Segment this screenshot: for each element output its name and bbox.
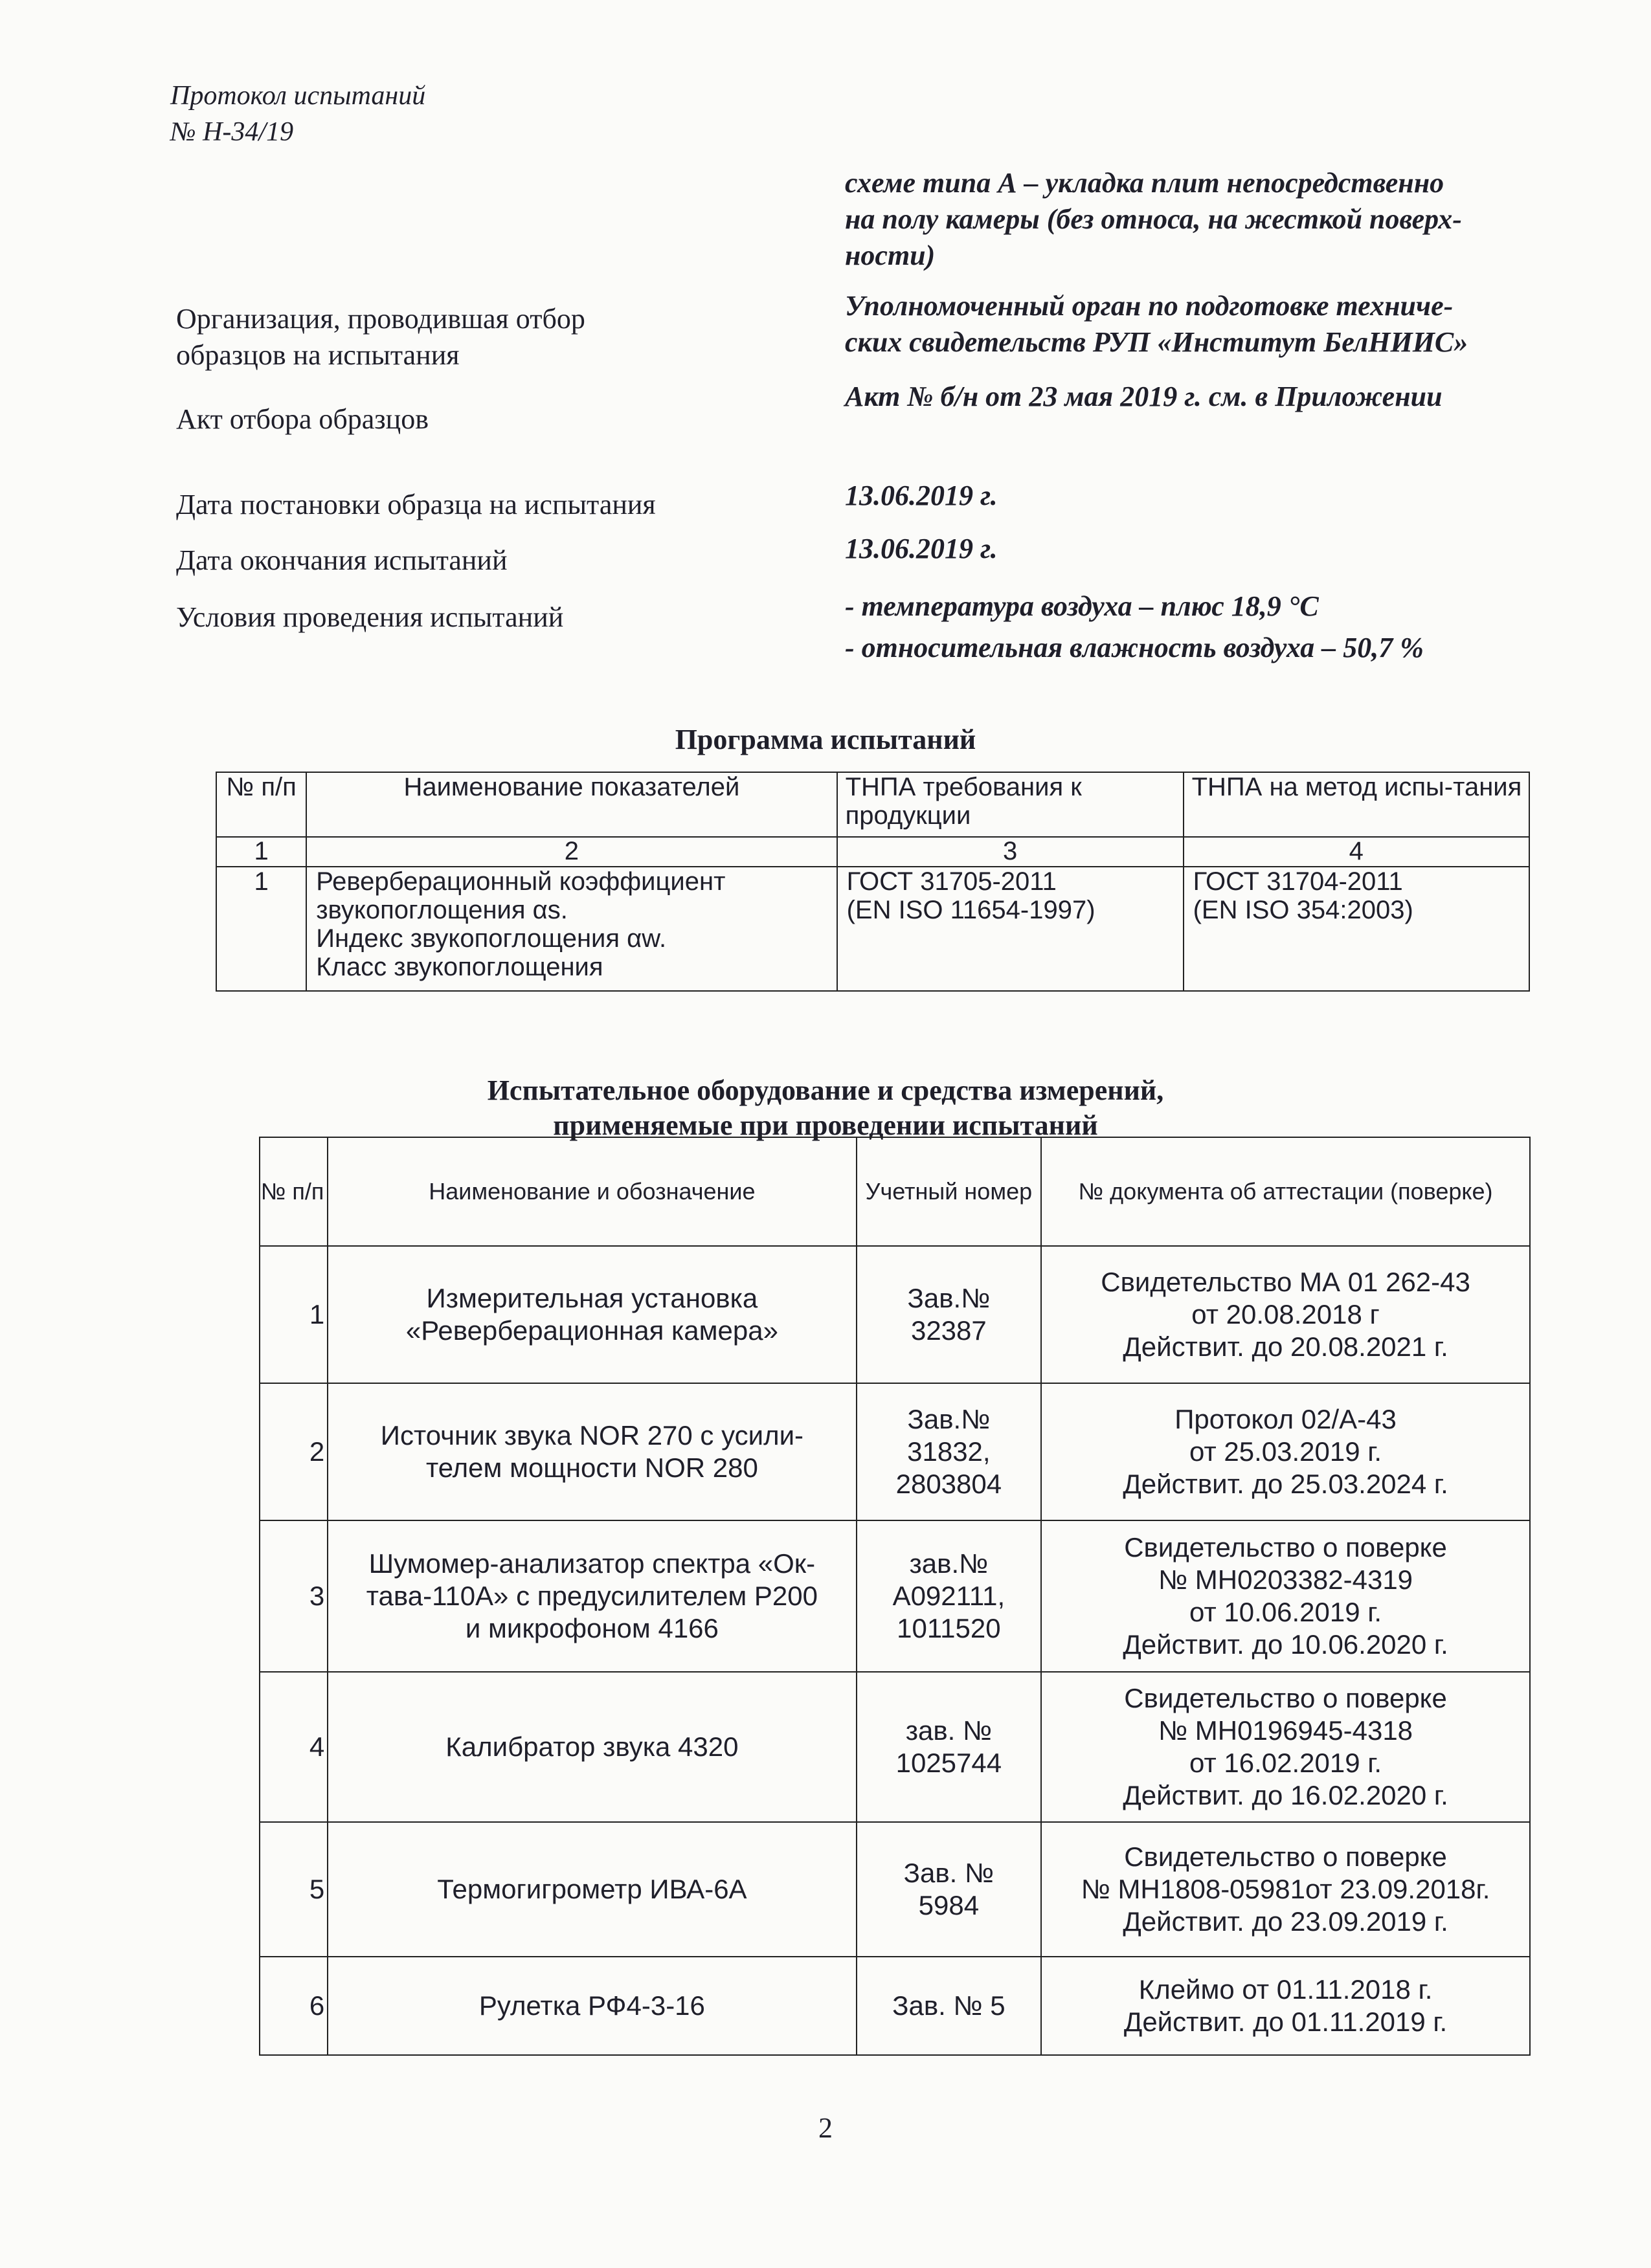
table-row (260, 1520, 1530, 1672)
table-row (260, 1672, 1530, 1822)
equipment-header-num: № п/п (260, 1137, 328, 1246)
organization-value: Уполномоченный орган по подготовке техниче- ских свидетельств РУП «Институт БелНИИС» (845, 290, 1468, 358)
end-date-value: 13.06.2019 г. (845, 533, 998, 564)
equipment-header-row (260, 1137, 1530, 1246)
col-number: 3 (837, 837, 1184, 867)
account-number-cell: Зав. № 5 (857, 1957, 1042, 2055)
equipment-title: Испытательное оборудование и средства измерений, применяемые при проведении испытаний (487, 1074, 1164, 1141)
table-row (216, 867, 1529, 991)
act-label: Акт отбора образцов (176, 403, 429, 435)
header-number: № Н-34/19 (170, 117, 294, 147)
table-row (260, 1957, 1530, 2055)
col-number: 2 (306, 837, 837, 867)
equipment-name-cell: Калибратор звука 4320 (328, 1672, 856, 1822)
certificate-cell: Свидетельство о поверке № МН1808-05981от 23.09.2018г. Действит. до 23.09.2019 г. (1041, 1822, 1530, 1957)
product-req-cell: ГОСТ 31705-2011 (EN ISO 11654-1997) (837, 867, 1184, 991)
account-number-cell: Зав.№ 32387 (857, 1246, 1042, 1383)
act-value: Акт № б/н от 23 мая 2019 г. см. в Приложении (845, 381, 1443, 412)
table-row (260, 1246, 1530, 1383)
organization-label: Организация, проводившая отбор образцов на испытания (176, 303, 585, 371)
col-number: 4 (1184, 837, 1529, 867)
equipment-table (259, 1137, 1531, 2056)
table-row (260, 1383, 1530, 1520)
equipment-header-doc: № документа об аттестации (поверке) (1041, 1137, 1530, 1246)
certificate-cell: Клеймо от 01.11.2018 г. Действит. до 01.11.2019 г. (1041, 1957, 1530, 2055)
row-num: 1 (260, 1246, 328, 1383)
certificate-cell: Свидетельство о поверке № МН0196945-4318 от 16.02.2019 г. Действит. до 16.02.2020 г. (1041, 1672, 1530, 1822)
certificate-cell: Свидетельство о поверке № МН0203382-4319 от 10.06.2019 г. Действит. до 10.06.2020 г. (1041, 1520, 1530, 1672)
equipment-name-cell: Шумомер-анализатор спектра «Ок- тава-110А» с предусилителем Р200 и микрофоном 4166 (328, 1520, 856, 1672)
end-date-label: Дата окончания испытаний (176, 544, 508, 576)
method-cell: ГОСТ 31704-2011 (EN ISO 354:2003) (1184, 867, 1529, 991)
col-number: 1 (216, 837, 306, 867)
conditions-value: - температура воздуха – плюс 18,9 °С - относительная влажность воздуха – 50,7 % (845, 590, 1424, 663)
certificate-cell: Протокол 02/А-43 от 25.03.2019 г. Действит. до 25.03.2024 г. (1041, 1383, 1530, 1520)
equipment-name-cell: Источник звука NOR 270 с усили- телем мощности NOR 280 (328, 1383, 856, 1520)
program-header-row (216, 772, 1529, 837)
account-number-cell: зав.№ А092111, 1011520 (857, 1520, 1042, 1672)
header-title: Протокол испытаний (170, 81, 426, 111)
equipment-name-cell: Термогигрометр ИВА-6А (328, 1822, 856, 1957)
conditions-label: Условия проведения испытаний (176, 601, 564, 633)
equipment-name-cell: Измерительная установка «Реверберационная камера» (328, 1246, 856, 1383)
certificate-cell: Свидетельство МА 01 262-43 от 20.08.2018 г Действит. до 20.08.2021 г. (1041, 1246, 1530, 1383)
program-header-method: ТНПА на метод испы-тания (1184, 772, 1529, 837)
program-header-num: № п/п (216, 772, 306, 837)
account-number-cell: Зав.№ 31832, 2803804 (857, 1383, 1042, 1520)
program-header-indicators: Наименование показателей (306, 772, 837, 837)
row-num: 3 (260, 1520, 328, 1672)
equipment-header-name: Наименование и обозначение (328, 1137, 856, 1246)
scheme-value: схеме типа А – укладка плит непосредственно на полу камеры (без относа, на жесткой поверх- ности) (845, 167, 1462, 271)
row-num: 1 (216, 867, 306, 991)
program-title: Программа испытаний (675, 724, 976, 755)
table-row (260, 1822, 1530, 1957)
equipment-header-account: Учетный номер (857, 1137, 1042, 1246)
row-num: 6 (260, 1957, 328, 2055)
program-header-product-req: ТНПА требования к продукции (837, 772, 1184, 837)
account-number-cell: Зав. № 5984 (857, 1822, 1042, 1957)
account-number-cell: зав. № 1025744 (857, 1672, 1042, 1822)
equipment-name-cell: Рулетка РФ4-3-16 (328, 1957, 856, 2055)
row-num: 5 (260, 1822, 328, 1957)
row-num: 4 (260, 1672, 328, 1822)
program-column-numbers (216, 837, 1529, 867)
page-number: 2 (818, 2112, 833, 2144)
start-date-label: Дата постановки образца на испытания (176, 489, 656, 520)
indicators-cell: Реверберационный коэффициент звукопоглощения αs. Индекс звукопоглощения αw. Класс звукопоглощения (306, 867, 837, 991)
protocol-header (170, 78, 425, 150)
equipment-body (260, 1246, 1530, 2055)
program-table (216, 772, 1530, 992)
start-date-value: 13.06.2019 г. (845, 480, 998, 511)
row-num: 2 (260, 1383, 328, 1520)
